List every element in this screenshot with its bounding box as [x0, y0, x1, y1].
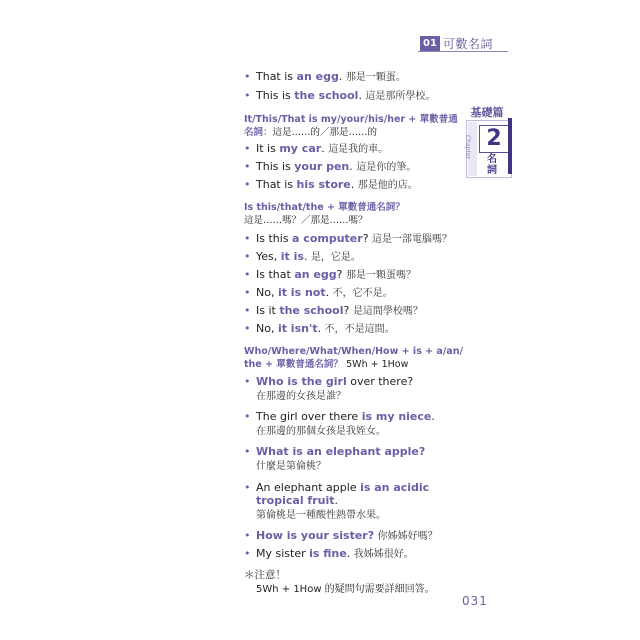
example-line-cont: tropical fruit. — [256, 494, 338, 507]
section-title: 可數名詞 — [442, 36, 493, 51]
example-line: • No, it isn't. 不，不是這間。 — [244, 322, 395, 335]
chapter-number: 2 — [486, 126, 502, 151]
note-text: 5Wh + 1How 的疑問句需要詳細回答。 — [256, 584, 435, 595]
pattern-heading: Is this/that/the + 單數普通名詞？ 這是……嗎？／那是……嗎？ — [244, 202, 405, 226]
chapter-number-box — [479, 125, 509, 153]
example-line: • Who is the girl over there? — [244, 375, 414, 388]
pattern-heading: It/This/That is my/your/his/her + 單數普通 名詞：這是……的／那是……的 — [244, 114, 458, 138]
chapter-box — [466, 120, 512, 178]
example-line: • How is your sister? 你姊姊好嗎？ — [244, 529, 438, 542]
page-number: 031 — [462, 594, 488, 608]
example-line: • My sister is fine. 我姊姊很好。 — [244, 547, 414, 560]
example-line: • It is my car. 這是我的車。 — [244, 142, 389, 155]
chapter-word: Chapter — [464, 135, 471, 159]
level-label: 基礎篇 — [470, 106, 504, 119]
example-line: • That is his store. 那是他的店。 — [244, 178, 418, 191]
header-rule — [418, 51, 508, 52]
bullet: • — [244, 89, 251, 102]
example-line: • Is it the school? 是這間學校嗎？ — [244, 304, 423, 317]
example-line: • This is your pen. 這是你的筆。 — [244, 160, 417, 173]
chapter-tab-bar — [508, 118, 512, 174]
example-line: • That is an egg. 那是一顆蛋。 — [244, 70, 406, 83]
bullet: • — [244, 70, 251, 83]
note-title: ＊注意！ — [244, 569, 286, 581]
example-line: • Is this a computer? 這是一部電腦嗎？ — [244, 232, 453, 245]
example-line: • Yes, it is. 是，它是。 — [244, 250, 361, 263]
translation: 在那邊的那個女孩是我姪女。 — [256, 426, 386, 437]
pattern-heading: Who/Where/What/When/How + is + a/an/ the + 單數普通名詞？ 5Wh + 1How — [244, 346, 463, 370]
example-line: • What is an elephant apple? — [244, 445, 426, 458]
example-line: • This is the school. 這是那所學校。 — [244, 89, 436, 102]
translation: 在那邊的女孩是誰？ — [256, 391, 346, 402]
running-header — [420, 34, 493, 52]
chapter-tab — [464, 104, 508, 176]
chapter-title: 名詞 — [487, 154, 497, 176]
example-line: • The girl over there is my niece. — [244, 410, 435, 423]
translation: 第倫桃是一種酸性熱帶水果。 — [256, 510, 386, 521]
translation: 什麼是第倫桃？ — [256, 461, 326, 472]
section-number: 01 — [420, 36, 440, 51]
example-line: • Is that an egg? 那是一顆蛋嗎？ — [244, 268, 416, 281]
example-line: • An elephant apple is an acidic — [244, 481, 430, 494]
example-line: • No, it is not. 不，它不是。 — [244, 286, 393, 299]
